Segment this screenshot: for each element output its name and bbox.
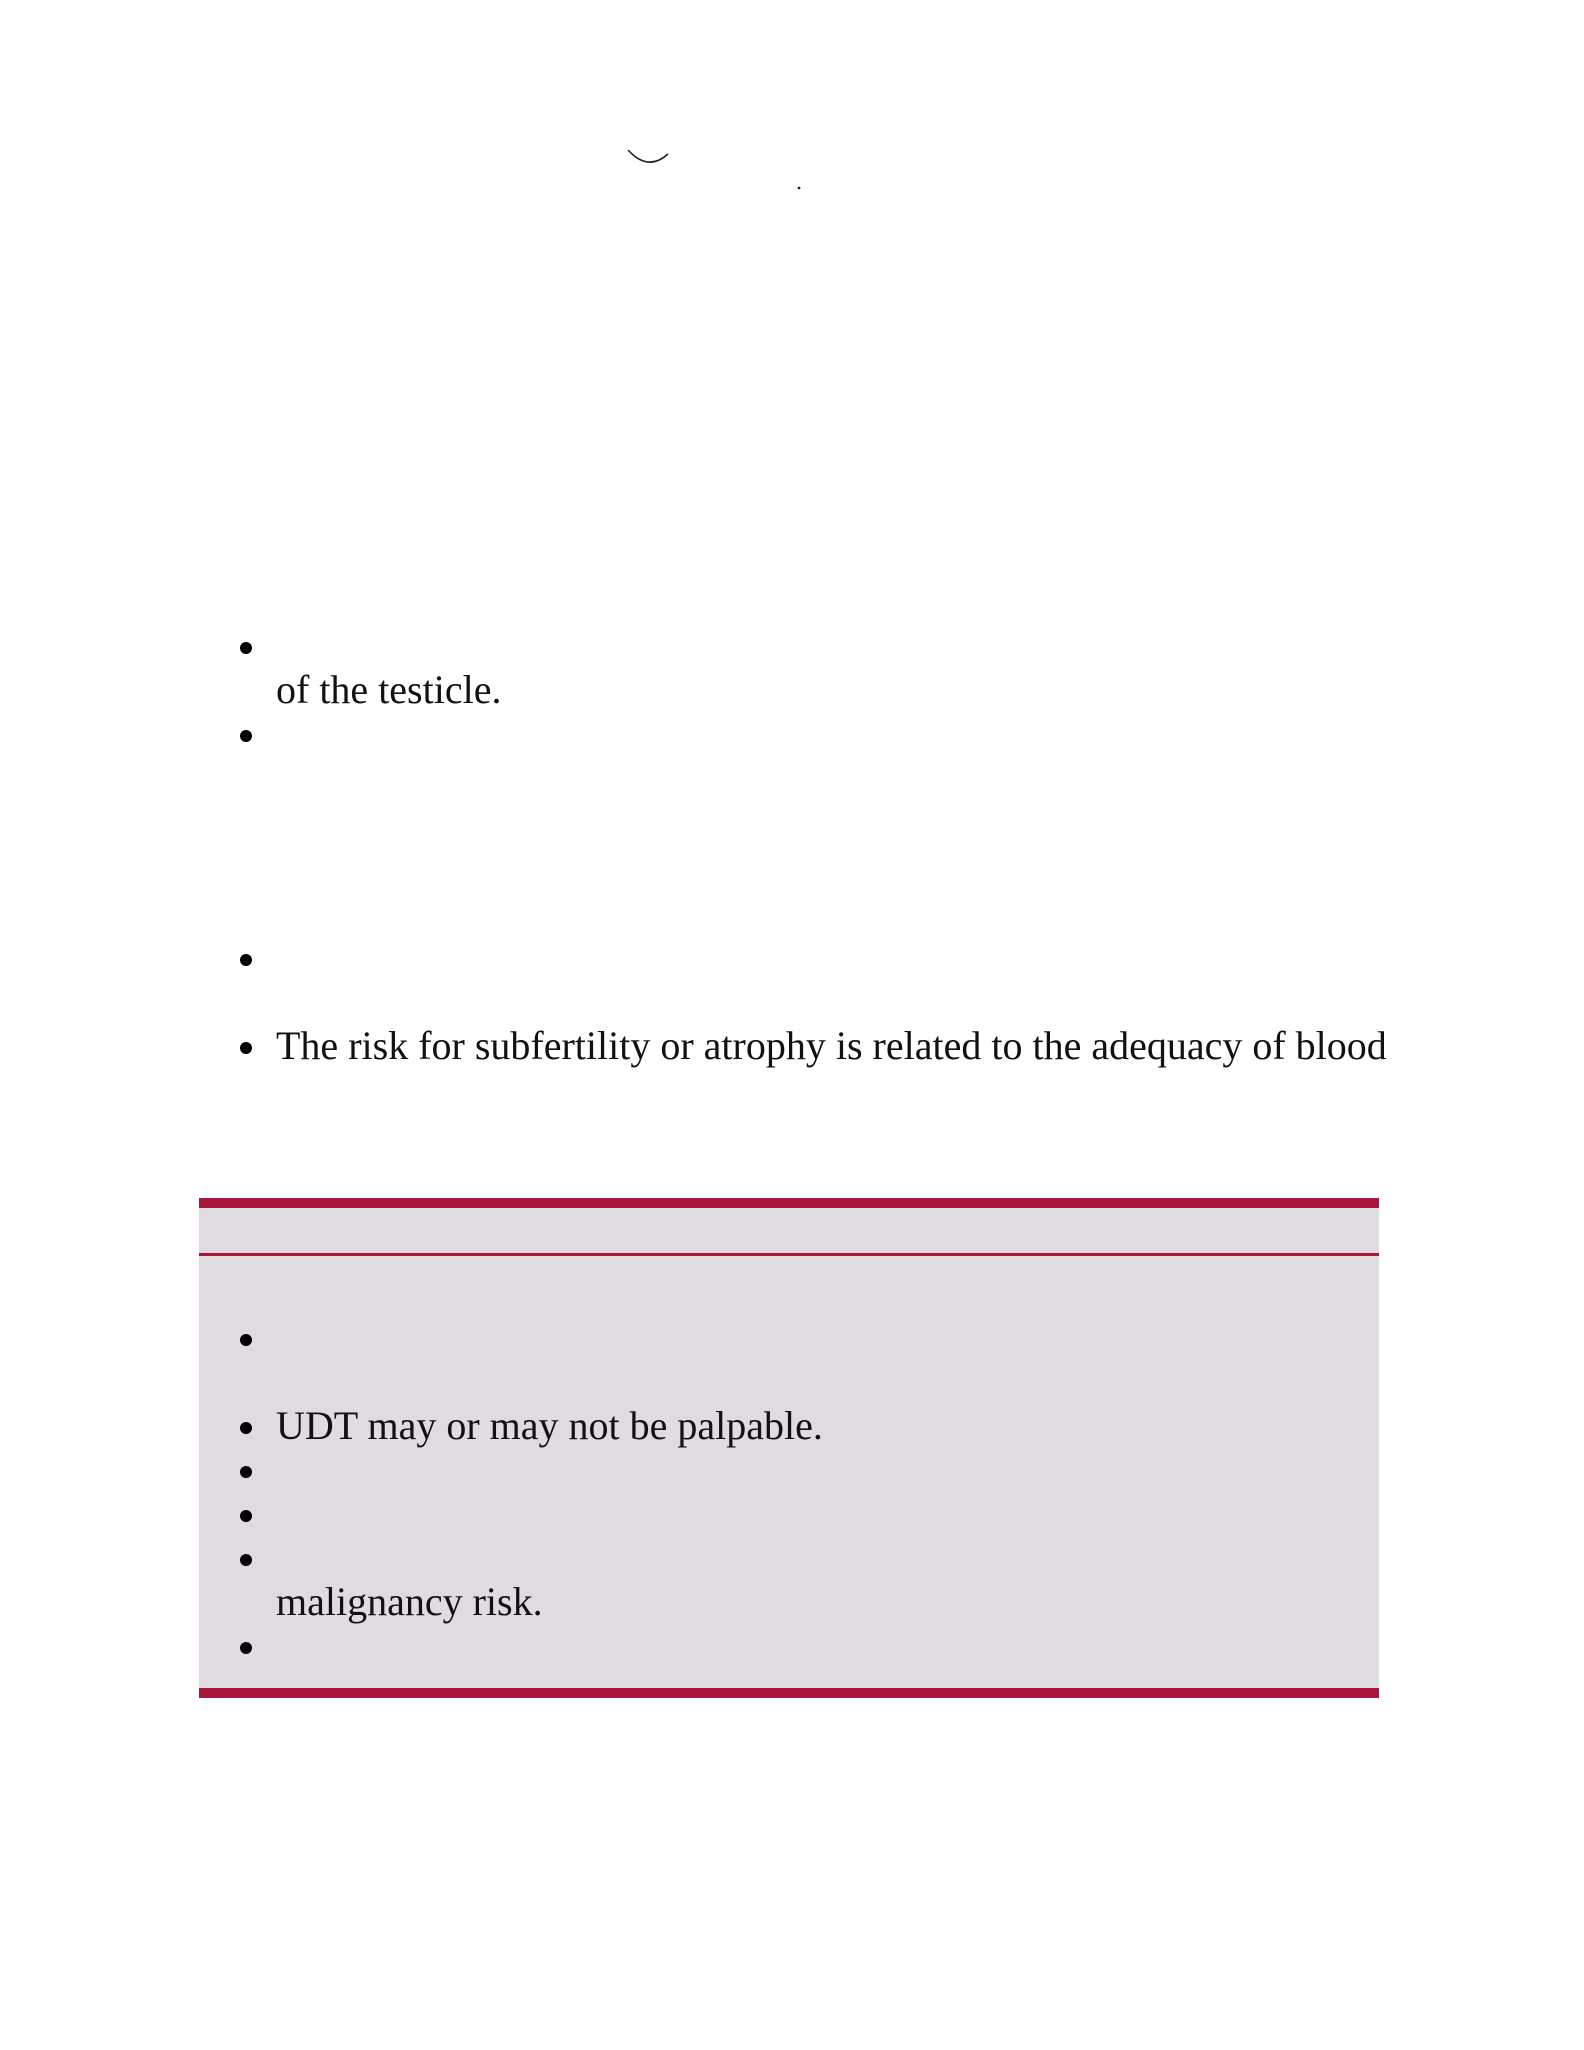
key-points-header: [199, 1208, 1379, 1256]
list-item: [0, 1316, 1584, 1404]
list-item-continuation: of the testicle.: [276, 667, 502, 712]
list-item-text: The risk for subfertility or atrophy is related to the adequacy of blood: [276, 1023, 1387, 1068]
list-item-text: [276, 1448, 1584, 1492]
list-item: [0, 1024, 1584, 1068]
list-item: [0, 1624, 1584, 1668]
list-item: [0, 1536, 1584, 1624]
list-item: [0, 1492, 1584, 1536]
main-bullet-list: [0, 624, 1584, 1068]
list-item-text: UDT may or may not be palpable.: [276, 1403, 823, 1448]
list-item: [0, 1448, 1584, 1492]
list-item-text: [276, 1316, 1584, 1360]
list-item-text: [276, 1536, 1584, 1580]
key-points-box: [199, 1198, 1379, 1698]
list-item-text: [276, 624, 1584, 668]
list-item: [0, 712, 1584, 936]
key-points-list: [0, 1316, 1584, 1668]
list-item-text: [276, 936, 1584, 980]
list-item-text: [276, 1624, 1584, 1668]
list-item: [0, 624, 1584, 712]
list-item-text: [276, 1492, 1584, 1536]
figure-fragment: [620, 150, 820, 200]
list-item-continuation: malignancy risk.: [276, 1579, 543, 1624]
list-item: [0, 1404, 1584, 1448]
list-item: [0, 936, 1584, 1024]
list-item-text: [276, 712, 1584, 756]
